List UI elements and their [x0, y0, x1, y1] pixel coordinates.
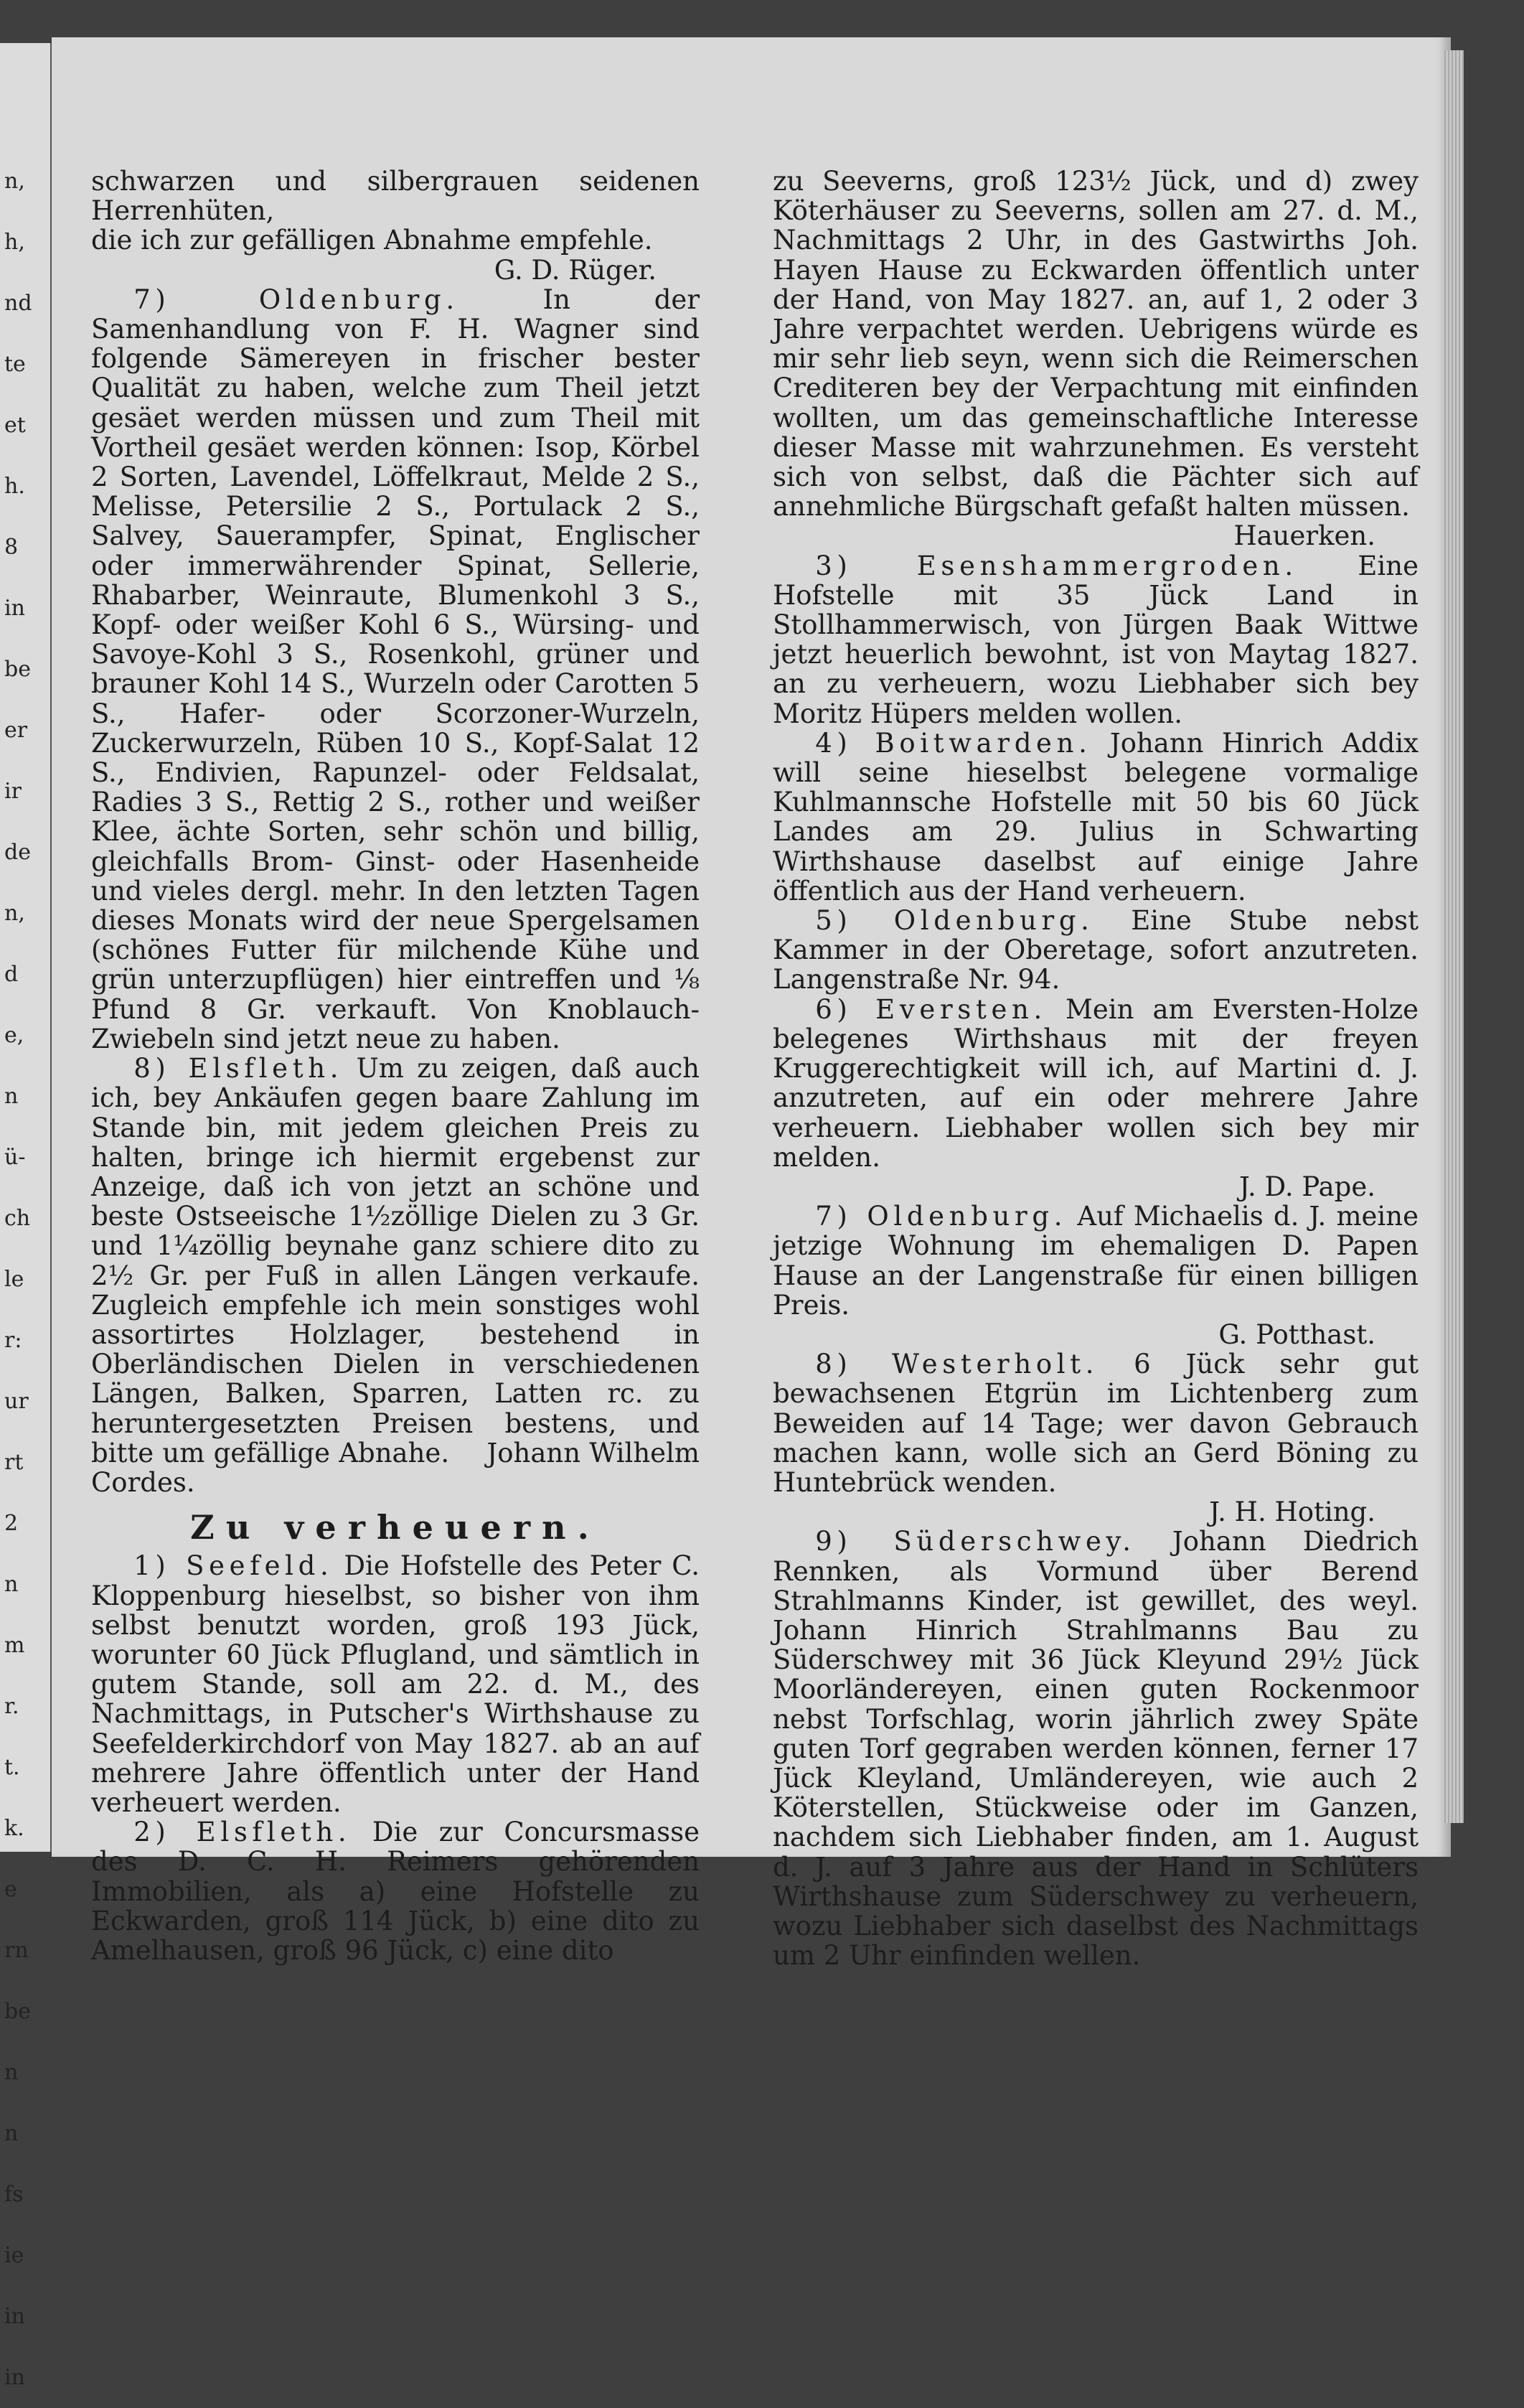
rent-4-text: Johann Hinrich Addix will seine hieselbst belegene vormalige Kuhlmannsche Hofstelle mit 50 bis 60 Jück Landes am 29. Julius in Schwarting Wirthshause daselbst auf einige Jahre öffentlich aus der Hand verheuern.	[773, 727, 1419, 906]
facing-page-fragment: ir	[4, 779, 22, 804]
rent-8-place: 8) Westerholt.	[815, 1349, 1099, 1380]
facing-page-fragment: be	[4, 657, 31, 682]
facing-page-fragment: 8	[4, 535, 19, 560]
facing-page-fragment: t.	[4, 1755, 20, 1780]
facing-page-fragment: e	[4, 1877, 17, 1902]
facing-page-fragment: m	[4, 1633, 25, 1658]
facing-page-fragment: ü-	[4, 1145, 26, 1170]
rent-2-place: 2) Elsfleth.	[133, 1817, 352, 1848]
rent-9-text: Johann Diedrich Rennken, als Vormund über Berend Strahlmanns Kinder, ist gewillet, des weyl. Johann Hinrich Strahlmanns Bau zu Süderschwey mit 36 Jück Kleyund 29½ Jück Moorländereyen, einen guten Rockenmoor nebst Torfschlag, worin jährlich zwey Späte guten Torf gegraben werden können, ferner 17 Jück Kleyland, Umländereyen, wie auch 2 Köterstellen, Stückweise oder im Ganzen, nachdem sich Liebhaber finden, am 1. August d. J. auf 3 Jahre aus der Hand in Schlüters Wirthshause zum Süderschwey zu verheuern, wozu Liebhaber sich daselbst des Nachmittags um 2 Uhr einfinden wellen.	[773, 1526, 1419, 1972]
rent-3-place: 3) Esenshammergroden.	[815, 550, 1298, 581]
facing-page-fragment: er	[4, 718, 28, 743]
facing-page-fragment: d	[4, 962, 19, 987]
facing-page-fragment: rt	[4, 1450, 24, 1475]
facing-page-fragment: te	[4, 352, 26, 377]
rent-4-place: 4) Boitwarden.	[815, 727, 1092, 759]
rent-5-oldenburg	[773, 906, 1419, 995]
facing-page-fragment: n	[4, 2060, 19, 2085]
newspaper-page	[52, 37, 1451, 1972]
facing-page-fragment: in	[4, 2365, 25, 2390]
rent-9-place: 9) Süderschwey.	[815, 1526, 1136, 1557]
rent-5-place: 5) Oldenburg.	[815, 905, 1094, 937]
facing-page-edge	[0, 43, 52, 2390]
facing-page-fragment: in	[4, 2304, 25, 2329]
rent-1-text: Die Hofstelle des Peter C. Kloppenburg hieselbst, so bisher von ihm selbst benutzt worden, groß 193 Jück, worunter 60 Jück Pflugland, und sämtlich in gutem Stande, soll am 22. d. M., des Nachmittags, in Putscher's Wirthshause zu Seefelderkirchdorf von May 1827. ab an auf mehrere Jahre öffentlich unter der Hand verheuert werden.	[91, 1550, 700, 1818]
signature-hauerken: Hauerken.	[1233, 520, 1375, 552]
rent-7-text: Auf Michaelis d. J. meine jetzige Wohnung im ehemaligen D. Papen Hause an der Langenstraße für einen billigen Preis.	[773, 1201, 1419, 1321]
facing-page-fragment: 2	[4, 1511, 19, 1536]
right-column	[773, 167, 1419, 1970]
facing-page-fragment: n,	[4, 169, 25, 194]
ad-8-elsfleth	[91, 1054, 700, 1497]
continued-line-2: die ich zur gefälligen Abnahme empfehle.	[91, 225, 653, 256]
facing-page-fragment: n	[4, 2121, 19, 2146]
continued-line-1: schwarzen und silbergrauen seidenen Herrenhüten,	[91, 166, 700, 227]
section-heading: Zu verheuern.	[190, 1508, 601, 1547]
signature-hoting: J. H. Hoting.	[1209, 1496, 1375, 1528]
signature-pape: J. D. Pape.	[1239, 1171, 1375, 1202]
page-stack-edge	[1442, 50, 1464, 1823]
ad-7-oldenburg	[91, 285, 700, 1054]
facing-page-fragment: r.	[4, 1694, 19, 1719]
facing-page-fragment: e,	[4, 1023, 24, 1048]
facing-page-fragment: ie	[4, 2243, 24, 2268]
ad-7-place: 7) Oldenburg.	[133, 284, 459, 315]
rent-2-continued: zu Seeverns, groß 123½ Jück, und d) zwey Köterhäuser zu Seeverns, sollen am 27. d. M., Nachmittags 2 Uhr, in des Gastwirths Joh. Hayen Hause zu Eckwarden öffentlich unter der Hand, von May 1827. an, auf 1, 2 oder 3 Jahre verpachtet werden. Uebrigens würde es mir sehr lieb seyn, wenn sich die Reimerschen Crediteren bey der Verpachtung mit einfinden wollten, um das gemeinschaftliche Interesse dieser Masse mit wahrzunehmen. Es versteht sich von selbst, daß die Pächter sich auf annehmliche Bürgschaft gefaßt halten müssen.	[773, 166, 1419, 523]
facing-page-fragment: be	[4, 1999, 31, 2024]
facing-page-fragment: in	[4, 596, 25, 621]
facing-page-fragment: n	[4, 1572, 19, 1597]
rent-4-boitwarden	[773, 729, 1419, 906]
ad-7-text: In der Samenhandlung von F. H. Wagner sind folgende Sämereyen in frischer bester Qualität zu haben, welche zum Theil jetzt gesäet werden müssen und zum Theil mit Vortheil gesäet werden können: Isop, Körbel 2 Sorten, Lavendel, Löffelkraut, Melde 2 S., Melisse, Petersilie 2 S., Portulack 2 S., Salvey, Sauerampfer, Spinat, Englischer oder immerwährender Spinat, Sellerie, Rhabarber, Weinraute, Blumenkohl 3 S., Kopf- oder weißer Kohl 6 S., Würsing- und Savoye-Kohl 3 S., Rosenkohl, grüner und brauner Kohl 14 S., Wurzeln oder Carotten 5 S., Hafer- oder Scorzoner-Wurzeln, Zuckerwurzeln, Rüben 10 S., Kopf-Salat 12 S., Endivien, Rapunzel- oder Feldsalat, Radies 3 S., Rettig 2 S., rother und weißer Klee, ächte Sorten, sehr schön und billig, gleichfalls Brom- Ginst- oder Hasenheide und vieles dergl. mehr. In den letzten Tagen dieses Monats wird der neue Spergelsamen (schönes Futter für milchende Kühe und grün unterzupflügen) hier eintreffen und ⅛ Pfund 8 Gr. verkauft. Von Knoblauch-Zwiebeln sind jetzt neue zu haben.	[91, 284, 700, 1054]
facing-page-fragment: n,	[4, 901, 25, 926]
rent-3-text: Eine Hofstelle mit 35 Jück Land in Stollhammerwisch, von Jürgen Baak Wittwe jetzt heuerlich bewohnt, ist von Maytag 1827. an zu verheuern, wozu Liebhaber sich bey Moritz Hüpers melden wollen.	[773, 550, 1419, 729]
rent-1-seefeld	[91, 1551, 700, 1817]
facing-page-fragment: et	[4, 413, 26, 438]
rent-2-text: Die zur Concursmasse des D. C. H. Reimers gehörenden Immobilien, als a) eine Hofstelle zu Eckwarden, groß 114 Jück, b) eine dito zu Amelhausen, groß 96 Jück, c) eine dito	[91, 1817, 700, 1966]
facing-page-fragment: r:	[4, 1328, 22, 1353]
facing-page-fragment: le	[4, 1267, 24, 1292]
rent-6-eversten	[773, 995, 1419, 1172]
rent-1-place: 1) Seefeld.	[133, 1550, 334, 1582]
facing-page-fragment: n	[4, 1084, 19, 1109]
ad-8-signature: Johann Wilhelm Cordes.	[91, 1437, 700, 1498]
signature-rueger: G. D. Rüger.	[494, 254, 657, 286]
rent-3-esenshammergroden	[773, 551, 1419, 729]
rent-2-elsfleth	[91, 1817, 700, 1965]
facing-page-fragment: h,	[4, 230, 25, 255]
rent-7-place: 7) Oldenburg.	[815, 1201, 1068, 1232]
rent-6-place: 6) Eversten.	[815, 993, 1047, 1025]
ad-8-text: Um zu zeigen, daß auch ich, bey Ankäufen gegen baare Zahlung im Stande bin, mit jedem gleichen Preis zu halten, bringe ich hiermit ergebenst zur Anzeige, daß ich von jetzt an schöne und beste Ostseeische 1½zöllige Dielen zu 3 Gr. und 1¼zöllig beynahe ganz schiere dito zu 2½ Gr. per Fuß in allen Längen verkaufe. Zugleich empfehle ich mein sonstiges wohl assortirtes Holzlager, bestehend in Oberländischen Dielen in verschiedenen Längen, Balken, Sparren, Latten rc. zu heruntergesetzten Preisen bestens, und bitte um gefällige Abnahe.	[91, 1053, 700, 1468]
rent-7-oldenburg	[773, 1201, 1419, 1320]
rent-9-suederschwey	[773, 1527, 1419, 1970]
facing-page-fragment: ch	[4, 1206, 31, 1231]
facing-page-fragment: k.	[4, 1816, 24, 1841]
rent-5-text: Eine Stube nebst Kammer in der Oberetage, sofort anzutreten. Langenstraße Nr. 94.	[773, 905, 1419, 995]
signature-potthast: G. Potthast.	[1218, 1318, 1375, 1350]
facing-page-fragment: ur	[4, 1389, 29, 1414]
rent-8-text: 6 Jück sehr gut bewachsenen Etgrün im Lichtenberg zum Beweiden auf 14 Tage; wer davon Gebrauch machen kann, wolle sich an Gerd Böning zu Huntebrück wenden.	[773, 1349, 1419, 1498]
facing-page-fragment: rn	[4, 1938, 29, 1963]
facing-page-fragment: h.	[4, 474, 25, 499]
facing-page-fragment: nd	[4, 291, 32, 316]
facing-page-text-fragments	[4, 151, 47, 2408]
ad-8-place: 8) Elsfleth.	[133, 1053, 344, 1084]
facing-page-fragment: fs	[4, 2182, 24, 2207]
rent-6-text: Mein am Eversten-Holze belegenes Wirthshaus mit der freyen Kruggerechtigkeit will ich, auf Martini d. J. anzutreten, auf ein oder mehrere Jahre verheuern. Liebhaber wollen sich bey mir melden.	[773, 993, 1419, 1173]
rent-8-westerholt	[773, 1349, 1419, 1497]
left-column	[91, 167, 700, 1965]
facing-page-fragment: de	[4, 840, 31, 865]
